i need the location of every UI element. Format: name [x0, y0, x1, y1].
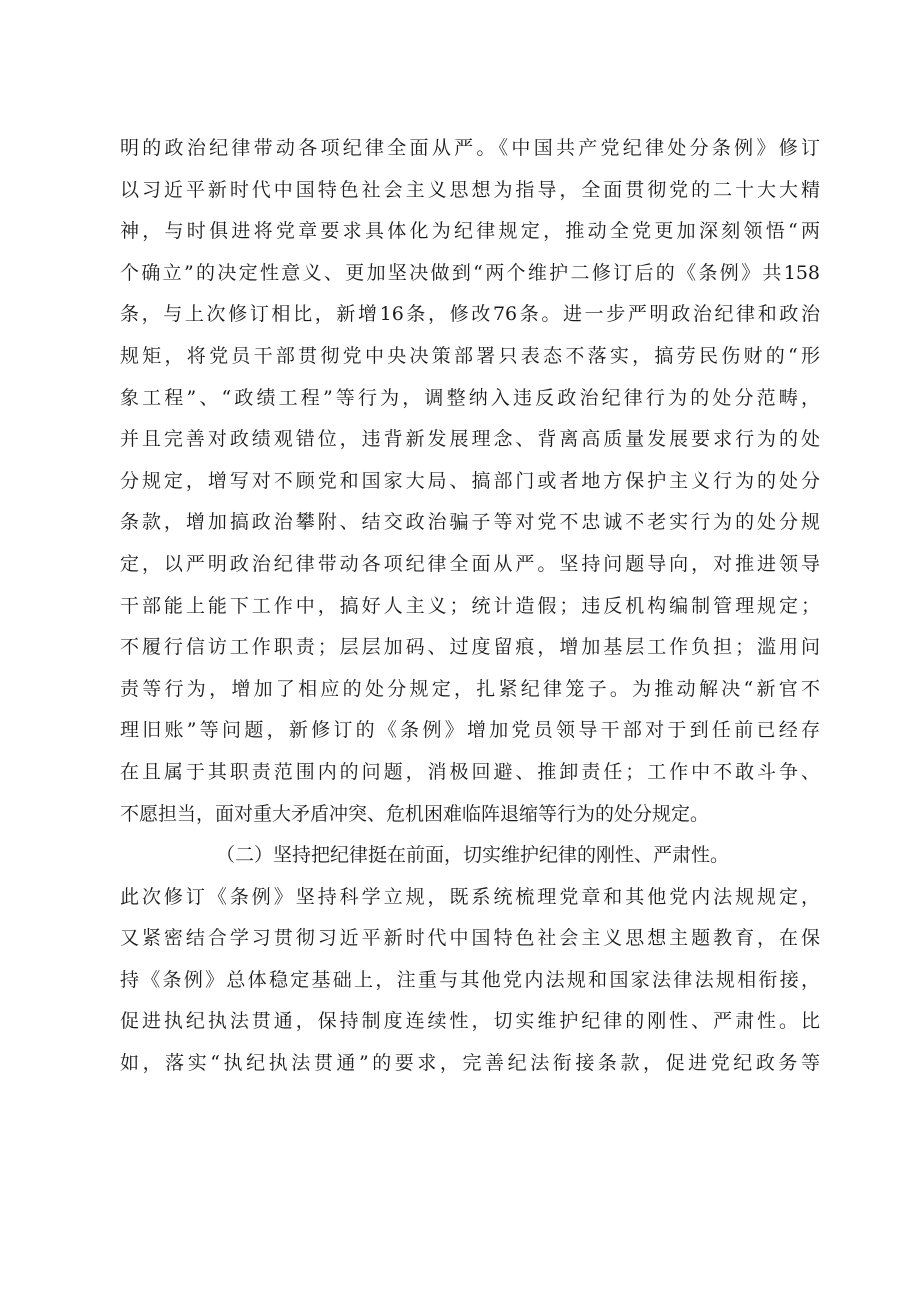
text-line: 象工程”、“政绩工程”等行为，调整纳入违反政治纪律行为的处分范畴，	[120, 386, 820, 409]
text-line: 并且完善对政绩观错位，违背新发展理念、背离高质量发展要求行为的处	[120, 428, 820, 451]
text-line: 此次修订《条例》坚持科学立规，既系统梳理党章和其他党内法规规定，	[120, 885, 820, 908]
section-heading: （二）坚持把纪律挺在前面，切实维护纪律的刚性、严肃性。	[216, 844, 730, 867]
text-line: 分规定，增写对不顾党和国家大局、搞部门或者地方保护主义行为的处分	[120, 469, 820, 492]
text-line: 不履行信访工作职责；层层加码、过度留痕，增加基层工作负担；滥用问	[120, 636, 820, 659]
text-line: 规矩，将党员干部贯彻党中央决策部署只表态不落实，搞劳民伤财的“形	[120, 344, 820, 367]
text-line: 条款，增加搞政治攀附、结交政治骗子等对党不忠诚不老实行为的处分规	[120, 511, 820, 534]
paragraph-end-line: 不愿担当，面对重大矛盾冲突、危机困难临阵退缩等行为的处分规定。	[120, 802, 710, 825]
text-line: 责等行为，增加了相应的处分规定，扎紧纪律笼子。为推动解决“新官不	[120, 677, 820, 700]
text-line: 明的政治纪律带动各项纪律全面从严。《中国共产党纪律处分条例》修订	[120, 137, 820, 159]
text-line: 以习近平新时代中国特色社会主义思想为指导，全面贯彻党的二十大大精	[120, 178, 820, 201]
text-line: 神，与时俱进将党章要求具体化为纪律规定，推动全党更加深刻领悟“两	[120, 220, 820, 243]
text-line: 又紧密结合学习贯彻习近平新时代中国特色社会主义思想主题教育，在保	[120, 927, 820, 950]
text-line: 定，以严明政治纪律带动各项纪律全面从严。坚持问题导向，对推进领导	[120, 552, 820, 575]
text-line: 理旧账”等问题，新修订的《条例》增加党员领导干部对于到任前已经存	[120, 719, 820, 742]
document-body	[120, 128, 820, 1085]
text-line: 持《条例》总体稳定基础上，注重与其他党内法规和国家法律法规相衔接，	[120, 968, 820, 991]
text-line: 干部能上能下工作中，搞好人主义；统计造假；违反机构编制管理规定；	[120, 594, 820, 617]
text-line: 如，落实“执纪执法贯通”的要求，完善纪法衔接条款，促进党纪政务等	[120, 1052, 820, 1075]
text-line: 条，与上次修订相比，新增16条，修改76条。进一步严明政治纪律和政治	[120, 303, 820, 326]
text-line: 在且属于其职责范围内的问题，消极回避、推卸责任；工作中不敢斗争、	[120, 760, 820, 783]
text-line: 个确立”的决定性意义、更加坚决做到“两个维护二修订后的《条例》共158	[120, 261, 820, 284]
text-line: 促进执纪执法贯通，保持制度连续性，切实维护纪律的刚性、严肃性。比	[120, 1010, 820, 1033]
